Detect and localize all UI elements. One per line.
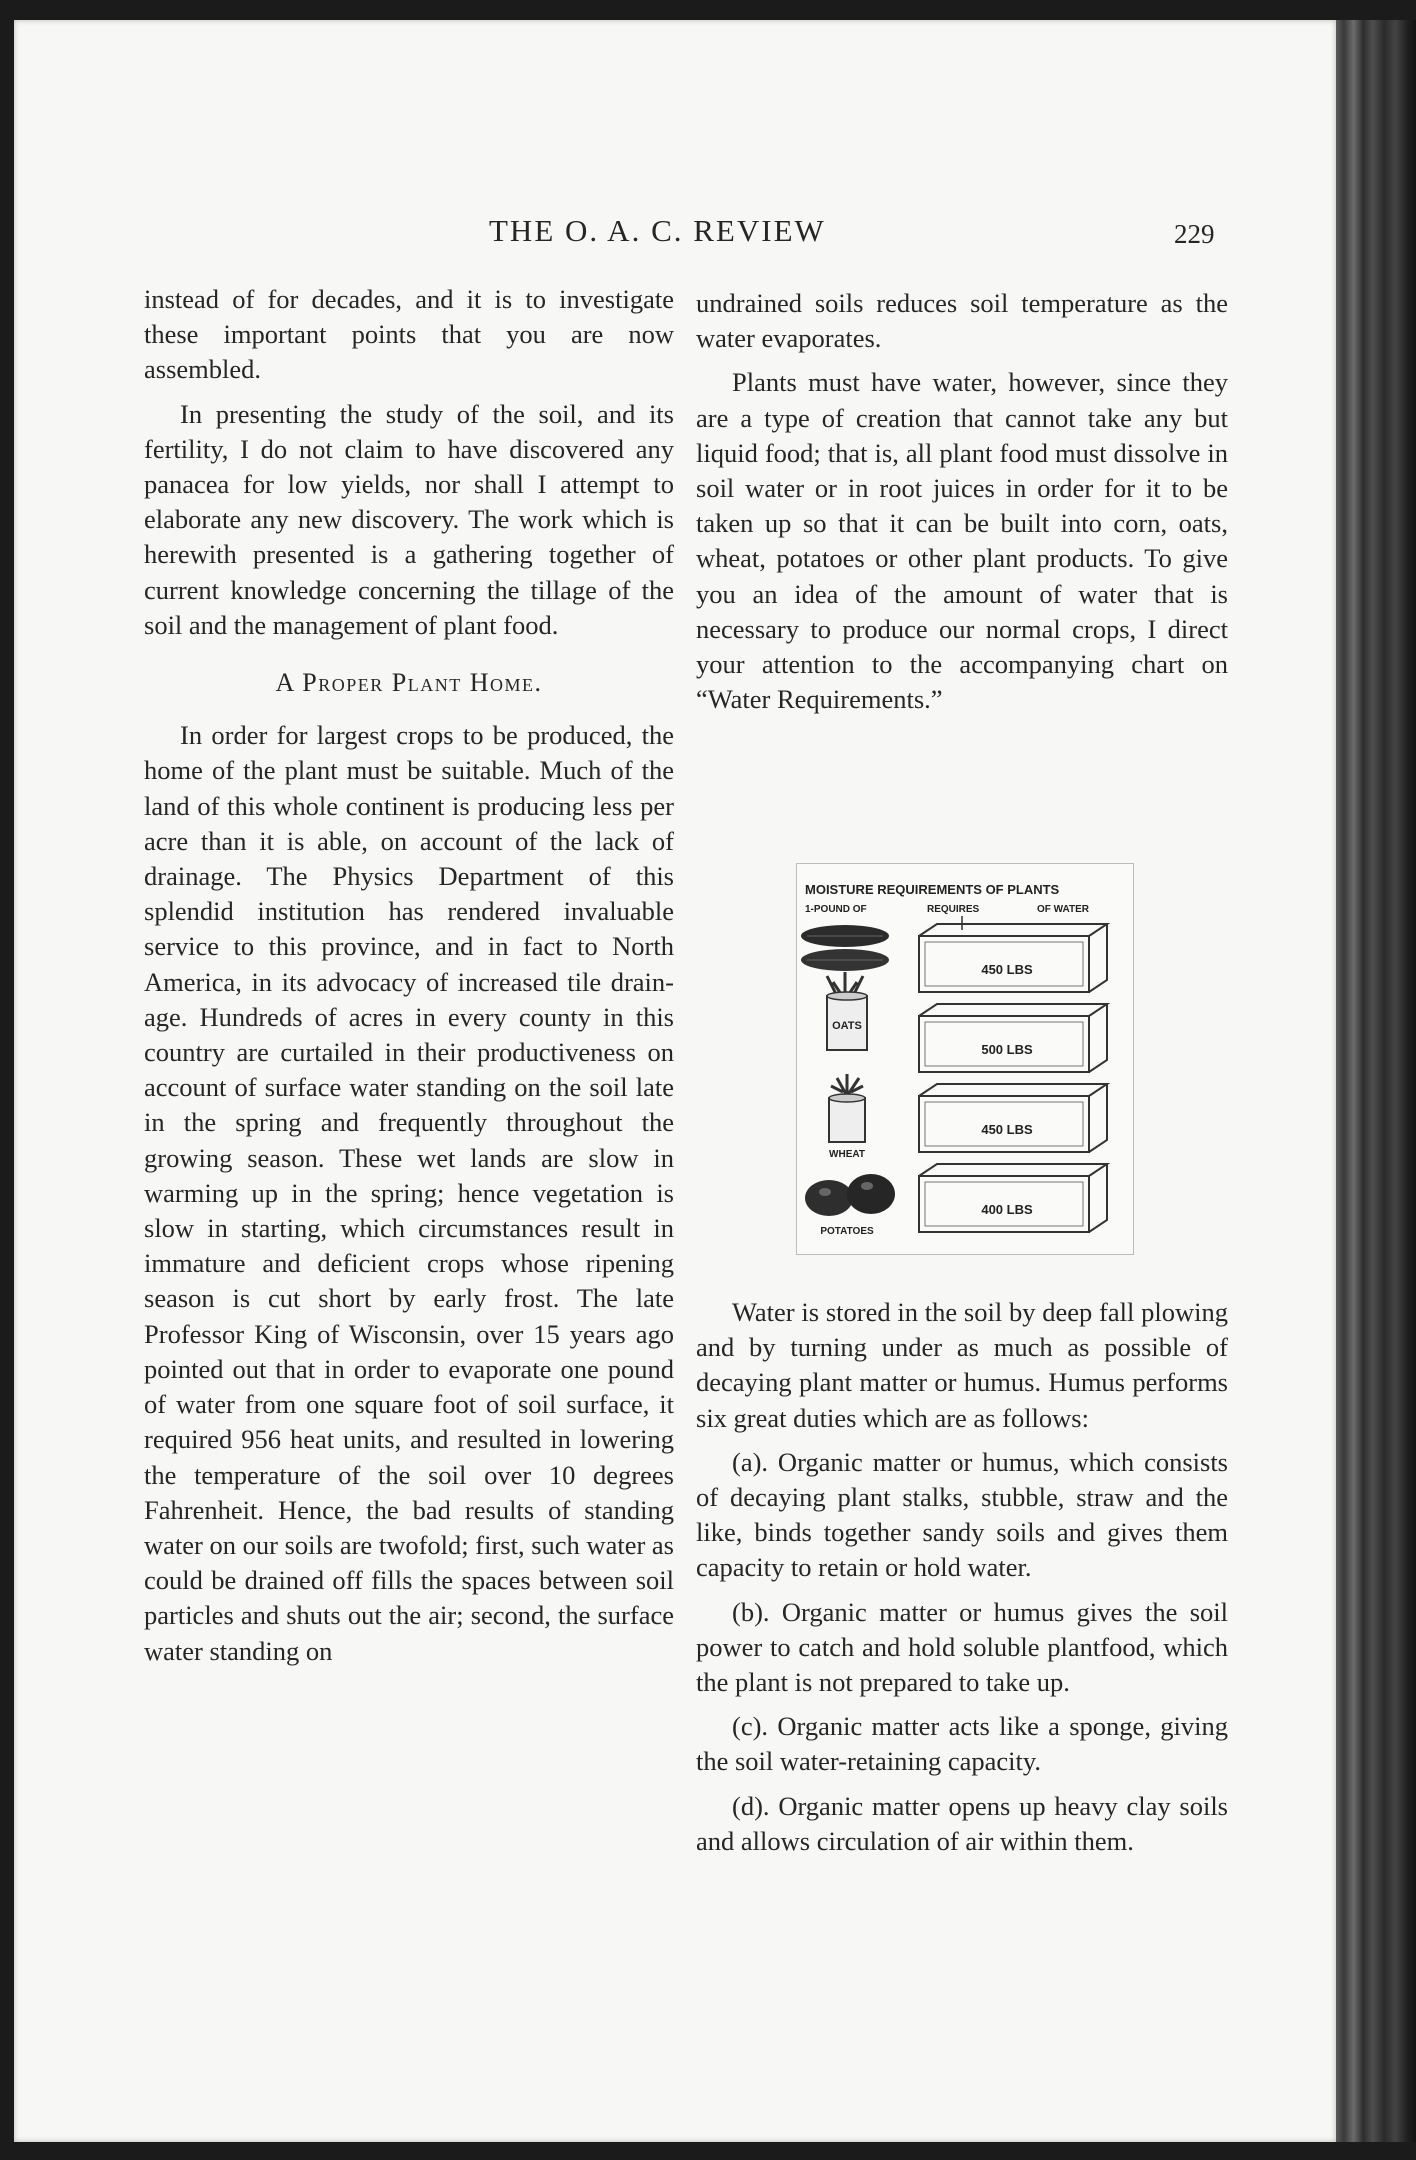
wheat-label: WHEAT xyxy=(829,1149,865,1160)
potatoes-icon xyxy=(805,1174,895,1216)
oats-icon xyxy=(827,972,867,1050)
chart-header-right: OF WATER xyxy=(1037,904,1090,915)
paragraph: (a). Organic matter or humus, which consists of decaying plant stalks, stubble, straw and the like, binds together sandy soils and gives them capacity to retain or hold water. xyxy=(696,1446,1228,1583)
wheat-icon xyxy=(829,1074,865,1142)
section-heading: A Proper Plant Home. xyxy=(275,668,543,698)
potatoes-label: POTATOES xyxy=(820,1226,874,1237)
water-tank xyxy=(919,924,1107,992)
paragraph: instead of for decades, and it is to investigate these important points that you are now assembled. xyxy=(144,284,674,385)
right-column-bottom xyxy=(696,1295,1228,1868)
paragraph: Water is stored in the soil by deep fall plowing and by turning under as much as possible of decaying plant matter or humus. Humus performs six great duties which are as follows: xyxy=(696,1297,1228,1433)
water-amount-label: 400 LBS xyxy=(981,1202,1033,1217)
paragraph: Plants must have water, however, since they are a type of creation that cannot take any but liquid food; that is, all plant food must dissolve in soil water or in root juices in order for it to be taken up so that it can be built into corn, oats, wheat, potatoes or other plant products. To give you an idea of the amount of water that is necessary to produce our normal crops, I direct your attention to the accompanying chart on “Water Requirements.” xyxy=(696,367,1228,715)
water-amount-label: 500 LBS xyxy=(981,1042,1033,1057)
paragraph: (c). Organic matter acts like a sponge, giving the soil water-retaining capacity. xyxy=(696,1711,1228,1777)
chart-drawing xyxy=(797,864,1133,1254)
water-amount-label: 450 LBS xyxy=(981,1122,1033,1137)
water-amount-label: 450 LBS xyxy=(981,962,1033,977)
water-tank xyxy=(919,1084,1107,1152)
paragraph: undrained soils reduces soil temperature as the water evaporates. xyxy=(696,288,1228,354)
book-spine xyxy=(1336,20,1416,2142)
book-page xyxy=(14,20,1336,2142)
page-header xyxy=(14,213,1336,253)
chart-title: MOISTURE REQUIREMENTS OF PLANTS xyxy=(805,882,1060,897)
left-column xyxy=(144,282,674,1678)
oats-label: OATS xyxy=(832,1020,862,1032)
right-column-top xyxy=(696,286,1228,726)
chart-header-left: 1-POUND OF xyxy=(805,904,867,915)
corn-icon xyxy=(801,925,889,971)
chart-header-mid: REQUIRES xyxy=(927,904,980,915)
paragraph: In order for largest crops to be produced, the home of the plant must be suitable. Much of the land of this whole continent is producing less per acre than it is able, on account of the lack of drainage. The Physics Department of this splendid institution has rendered invaluable service to this province, and in fact to North America, in its advocacy of increased tile drainage. Hundreds of acres in every county in this country are curtailed in their productiveness on account of surface water standing on the soil late in the spring and frequently throughout the growing season. These wet lands are slow in warming up in the spring; hence vegetation is slow in starting, which circumstances result in immature and deficient crops whose ripening season is cut short by early frost. The late Professor King of Wisconsin, over 15 years ago pointed out that in order to evaporate one pound of water from one square foot of soil surface, it required 956 heat units, and resulted in lowering the temperature of the soil over 10 degrees Fahrenheit. Hence, the bad results of standing water on our soils are twofold; first, such water as could be drained off fills the spaces between soil particles and shuts out the air; second, the surface water standing on xyxy=(144,720,674,1666)
page-number: 229 xyxy=(1174,219,1215,249)
water-tank xyxy=(919,1004,1107,1072)
moisture-requirements-chart xyxy=(796,863,1134,1255)
running-title: THE O. A. C. REVIEW xyxy=(489,213,826,248)
paragraph: (d). Organic matter opens up heavy clay soils and allows circulation of air within them. xyxy=(696,1790,1228,1856)
water-tank xyxy=(919,1164,1107,1232)
paragraph: In presenting the study of the soil, and its fertility, I do not claim to have discovered any panacea for low yields, nor shall I attempt to elaborate any new discovery. The work which is herewith presented is a gathering together of current knowledge concerning the tillage of the soil and the management of plant food. xyxy=(144,398,674,640)
paragraph: (b). Organic matter or humus gives the soil power to catch and hold soluble plantfood, which the plant is not prepared to take up. xyxy=(696,1596,1228,1698)
